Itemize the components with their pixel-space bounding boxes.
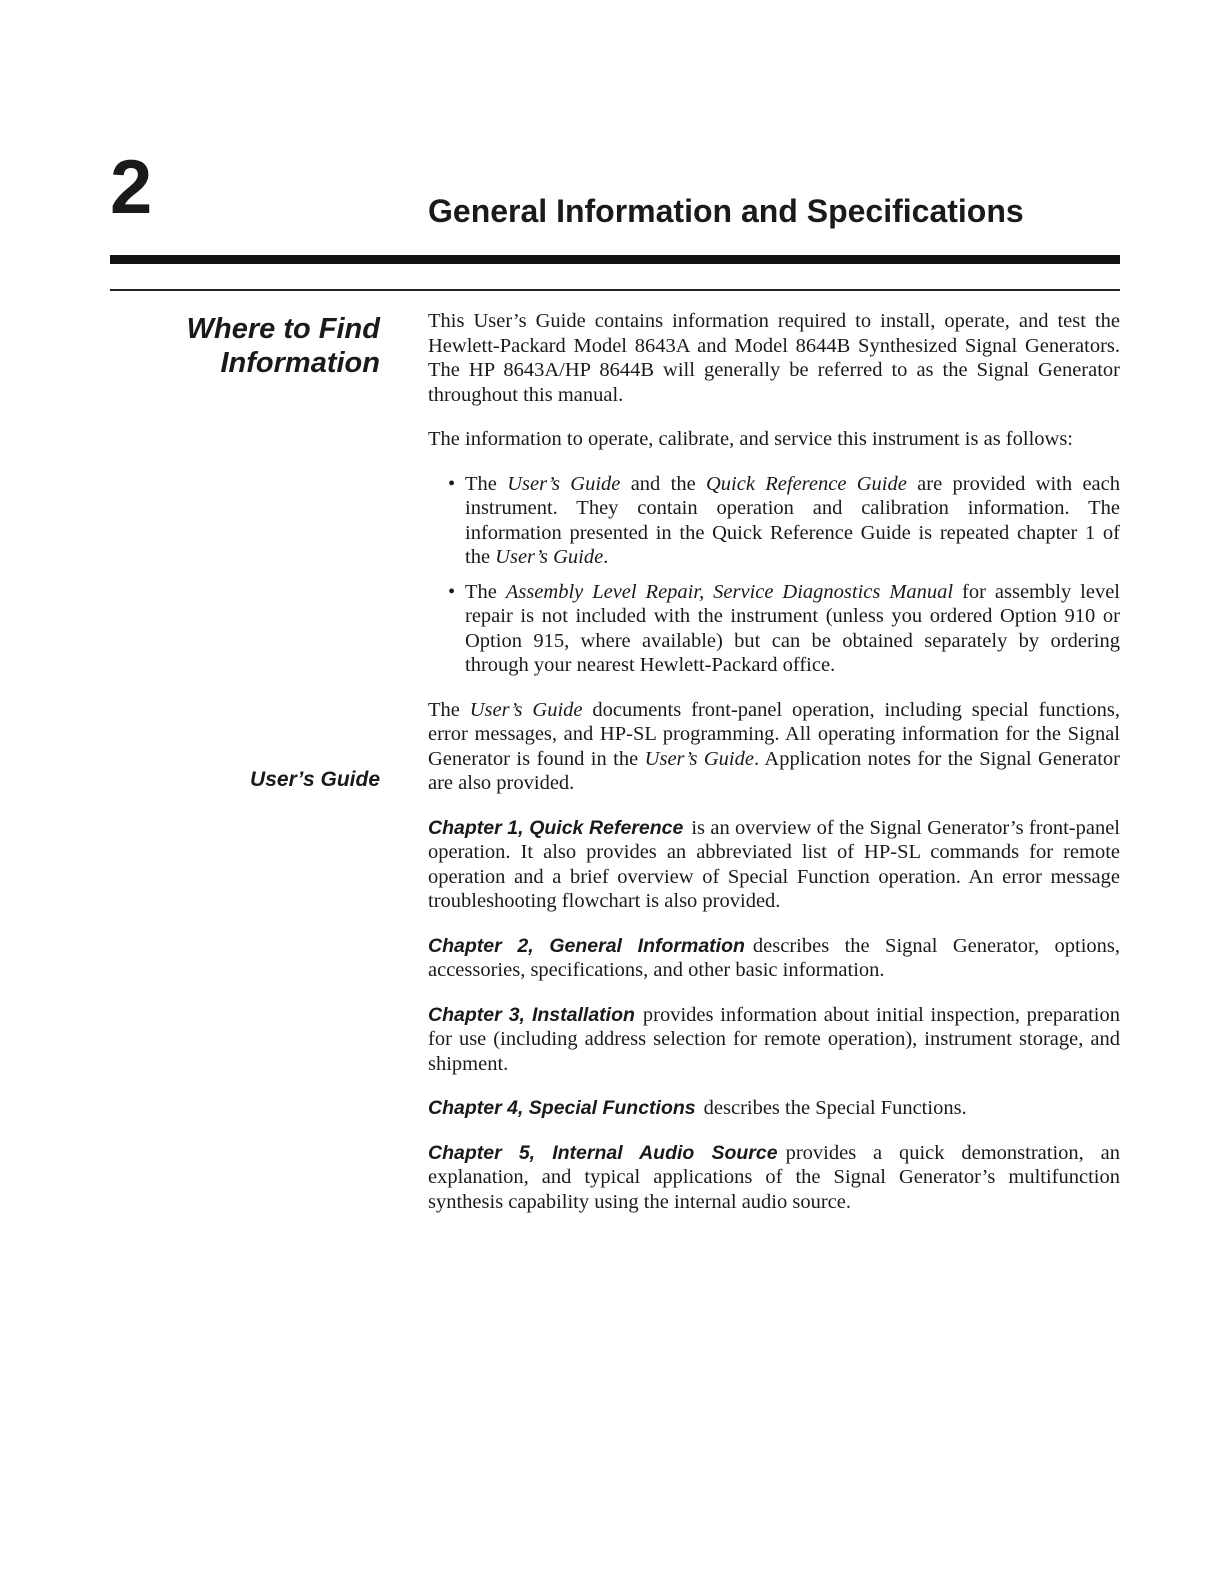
text: The — [465, 580, 506, 603]
section-heading-where-to-find — [110, 312, 380, 380]
header-rule-thin — [110, 289, 1120, 291]
text: . Application notes for the Signal Generator are also provided. — [428, 747, 1120, 794]
users-guide-intro — [428, 698, 1120, 796]
chapter-description — [428, 1141, 1120, 1215]
text: and the — [620, 472, 706, 495]
chapter-text: is an overview of the Signal Generator’s front-panel operation. It also provides an abbreviated list of HP-SL commands for remote operation and a brief overview of Special Function operation. An error message troubleshooting flowchart is also provided. — [428, 816, 1121, 912]
chapter-description — [428, 1003, 1120, 1077]
chapter-text: provides a quick demonstration, an explanation, and typical applications of the Signal Generator’s multifunction synthesis capability using the internal audio source. — [428, 1141, 1120, 1213]
chapter-lead: Chapter 3, Installation — [428, 1003, 635, 1026]
chapter-text: describes the Signal Generator, options, accessories, specifications, and other basic information. — [428, 934, 1120, 981]
doc-title: User’s Guide — [495, 546, 604, 568]
doc-title: Quick Reference Guide — [705, 472, 907, 495]
doc-title: Assembly Level Repair, Service Diagnostics Manual — [505, 580, 954, 603]
chapter-title: General Information and Specifications — [428, 193, 1024, 229]
chapter-description — [428, 1096, 1120, 1121]
heading-line-1: Where to Find — [186, 313, 380, 345]
text: are provided with each instrument. They contain operation and calibration information. The information presented in the Quick Reference Guide is repeated chapter 1 of the — [465, 472, 1120, 568]
list-item — [448, 472, 1120, 570]
heading-line-2: Information — [220, 347, 380, 379]
chapter-description — [428, 816, 1120, 914]
chapter-text: provides information about initial inspection, preparation for use (including address selection for remote operation), instrument storage, and shipment. — [428, 1003, 1121, 1075]
header-rule-thick — [110, 255, 1120, 264]
lead-in-paragraph: The information to operate, calibrate, and service this instrument is as follows: — [428, 428, 1073, 450]
text: for assembly level repair is not included with the instrument (unless you ordered Option 910 or Option 915, where available) but can be obtained separately by ordering through your nearest Hewlett-Packard office. — [465, 580, 1120, 676]
intro-paragraph: This User’s Guide contains information required to install, operate, and test the Hewlett-Packard Model 8643A and Model 8644B Synthesized Signal Generators. The HP 8643A/HP 8644B will generally be referred to as the Signal Generator throughout this manual. — [428, 310, 1120, 406]
chapter-lead: Chapter 4, Special Functions — [428, 1097, 696, 1119]
doc-title: User’s Guide — [469, 698, 583, 721]
document-list — [428, 472, 1120, 678]
bullet-icon: • — [448, 472, 456, 495]
section-heading-users-guide: User’s Guide — [250, 768, 380, 791]
text: documents front-panel operation, including special functions, error messages, and HP-SL programming. All operating information for the Signal Generator is found in the — [428, 698, 1120, 770]
doc-title: User’s Guide — [507, 472, 621, 495]
chapter-lead: Chapter 5, Internal Audio Source — [428, 1141, 778, 1164]
text: . — [603, 546, 609, 568]
list-item — [448, 580, 1120, 678]
doc-title: User’s Guide — [644, 747, 754, 770]
chapter-number: 2 — [110, 145, 153, 230]
chapter-lead: Chapter 1, Quick Reference — [428, 816, 684, 839]
text: The — [428, 698, 470, 721]
main-text-column — [428, 309, 1120, 1234]
chapter-lead: Chapter 2, General Information — [428, 934, 745, 957]
bullet-icon: • — [448, 580, 456, 603]
chapter-description — [428, 934, 1120, 983]
chapter-text: describes the Special Functions. — [703, 1097, 967, 1119]
text: The — [465, 472, 508, 495]
